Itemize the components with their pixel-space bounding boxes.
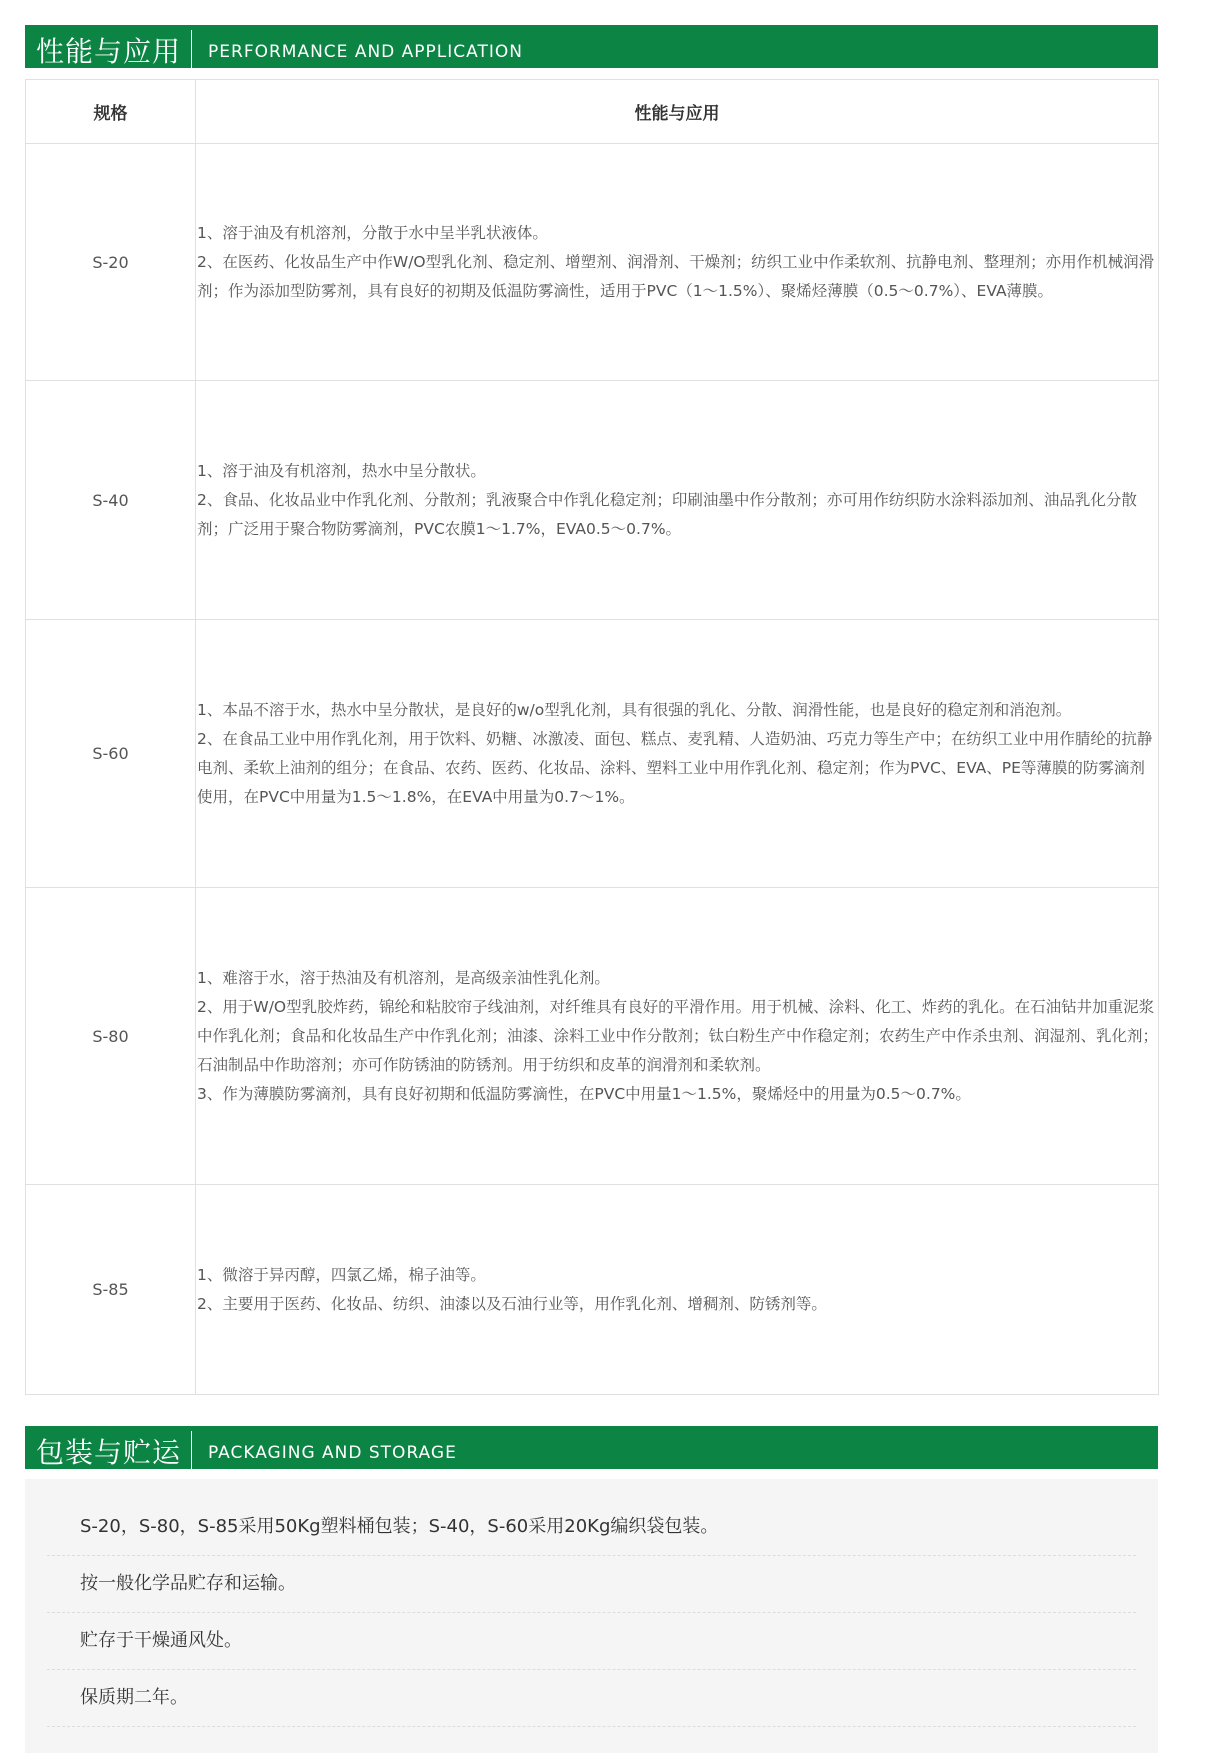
list-item: 贮存于干燥通风处。	[47, 1613, 1136, 1670]
application-line: 1、本品不溶于水，热水中呈分散状，是良好的w/o型乳化剂，具有很强的乳化、分散、润滑性能，也是良好的稳定剂和消泡剂。	[197, 700, 1072, 719]
spec-cell: S-85	[26, 1185, 196, 1395]
list-item: 保质期二年。	[47, 1670, 1136, 1727]
application-line: 1、溶于油及有机溶剂，分散于水中呈半乳状液体。	[197, 223, 548, 242]
application-line: 1、微溶于异丙醇，四氯乙烯，棉子油等。	[197, 1265, 486, 1284]
application-line: 1、溶于油及有机溶剂，热水中呈分散状。	[197, 461, 486, 480]
performance-title-cn: 性能与应用	[36, 35, 182, 68]
table-row	[26, 620, 1159, 888]
application-cell	[196, 144, 1159, 381]
table-row	[26, 144, 1159, 381]
application-cell	[196, 620, 1159, 888]
application-line: 2、在医药、化妆品生产中作W/O型乳化剂、稳定剂、增塑剂、润滑剂、干燥剂；纺织工业中作柔软剂、抗静电剂、整理剂；亦用作机械润滑剂；作为添加型防雾剂，具有良好的初期及低温防雾滴性，适用于PVC（1～1.5%）、聚烯烃薄膜（0.5～0.7%）、EVA薄膜。	[197, 252, 1155, 300]
performance-header	[25, 25, 1158, 68]
application-cell	[196, 381, 1159, 620]
header-application: 性能与应用	[196, 80, 1159, 144]
application-line: 3、作为薄膜防雾滴剂，具有良好初期和低温防雾滴性，在PVC中用量1～1.5%，聚烯烃中的用量为0.5～0.7%。	[197, 1084, 971, 1103]
application-line: 2、主要用于医药、化妆品、纺织、油漆以及石油行业等，用作乳化剂、增稠剂、防锈剂等。	[197, 1294, 827, 1313]
storage-list	[25, 1479, 1158, 1753]
spec-cell: S-60	[26, 620, 196, 888]
application-line: 1、难溶于水，溶于热油及有机溶剂，是高级亲油性乳化剂。	[197, 968, 610, 987]
performance-title-en: PERFORMANCE AND APPLICATION	[208, 42, 523, 62]
application-line: 2、食品、化妆品业中作乳化剂、分散剂；乳液聚合中作乳化稳定剂；印刷油墨中作分散剂；亦可用作纺织防水涂料添加剂、油品乳化分散剂；广泛用于聚合物防雾滴剂，PVC农膜1～1.7%，EVA0.5～0.7%。	[197, 490, 1137, 538]
table-row	[26, 1185, 1159, 1395]
storage-title-cn: 包装与贮运	[36, 1436, 182, 1469]
table-header-row	[26, 80, 1159, 144]
table-row	[26, 381, 1159, 620]
performance-table	[25, 79, 1159, 1395]
table-row	[26, 888, 1159, 1185]
application-cell	[196, 1185, 1159, 1395]
storage-title-en: PACKAGING AND STORAGE	[208, 1443, 457, 1463]
list-item: S-20，S-80，S-85采用50Kg塑料桶包装；S-40，S-60采用20Kg编织袋包装。	[47, 1499, 1136, 1556]
header-spec: 规格	[26, 80, 196, 144]
storage-header	[25, 1426, 1158, 1469]
application-line: 2、用于W/O型乳胶炸药，锦纶和粘胶帘子线油剂，对纤维具有良好的平滑作用。用于机械、涂料、化工、炸药的乳化。在石油钻井加重泥浆中作乳化剂；食品和化妆品生产中作乳化剂；油漆、涂料工业中作分散剂；钛白粉生产中作稳定剂；农药生产中作杀虫剂、润湿剂、乳化剂；石油制品中作助溶剂；亦可作防锈油的防锈剂。用于纺织和皮革的润滑剂和柔软剂。	[197, 997, 1159, 1074]
spec-cell: S-80	[26, 888, 196, 1185]
spec-cell: S-40	[26, 381, 196, 620]
application-cell	[196, 888, 1159, 1185]
application-line: 2、在食品工业中用作乳化剂，用于饮料、奶糖、冰激凌、面包、糕点、麦乳精、人造奶油、巧克力等生产中；在纺织工业中用作腈纶的抗静电剂、柔软上油剂的组分；在食品、农药、医药、化妆品、涂料、塑料工业中用作乳化剂、稳定剂；作为PVC、EVA、PE等薄膜的防雾滴剂使用，在PVC中用量为1.5～1.8%，在EVA中用量为0.7～1%。	[197, 729, 1153, 806]
spec-cell: S-20	[26, 144, 196, 381]
list-item: 按一般化学品贮存和运输。	[47, 1556, 1136, 1613]
